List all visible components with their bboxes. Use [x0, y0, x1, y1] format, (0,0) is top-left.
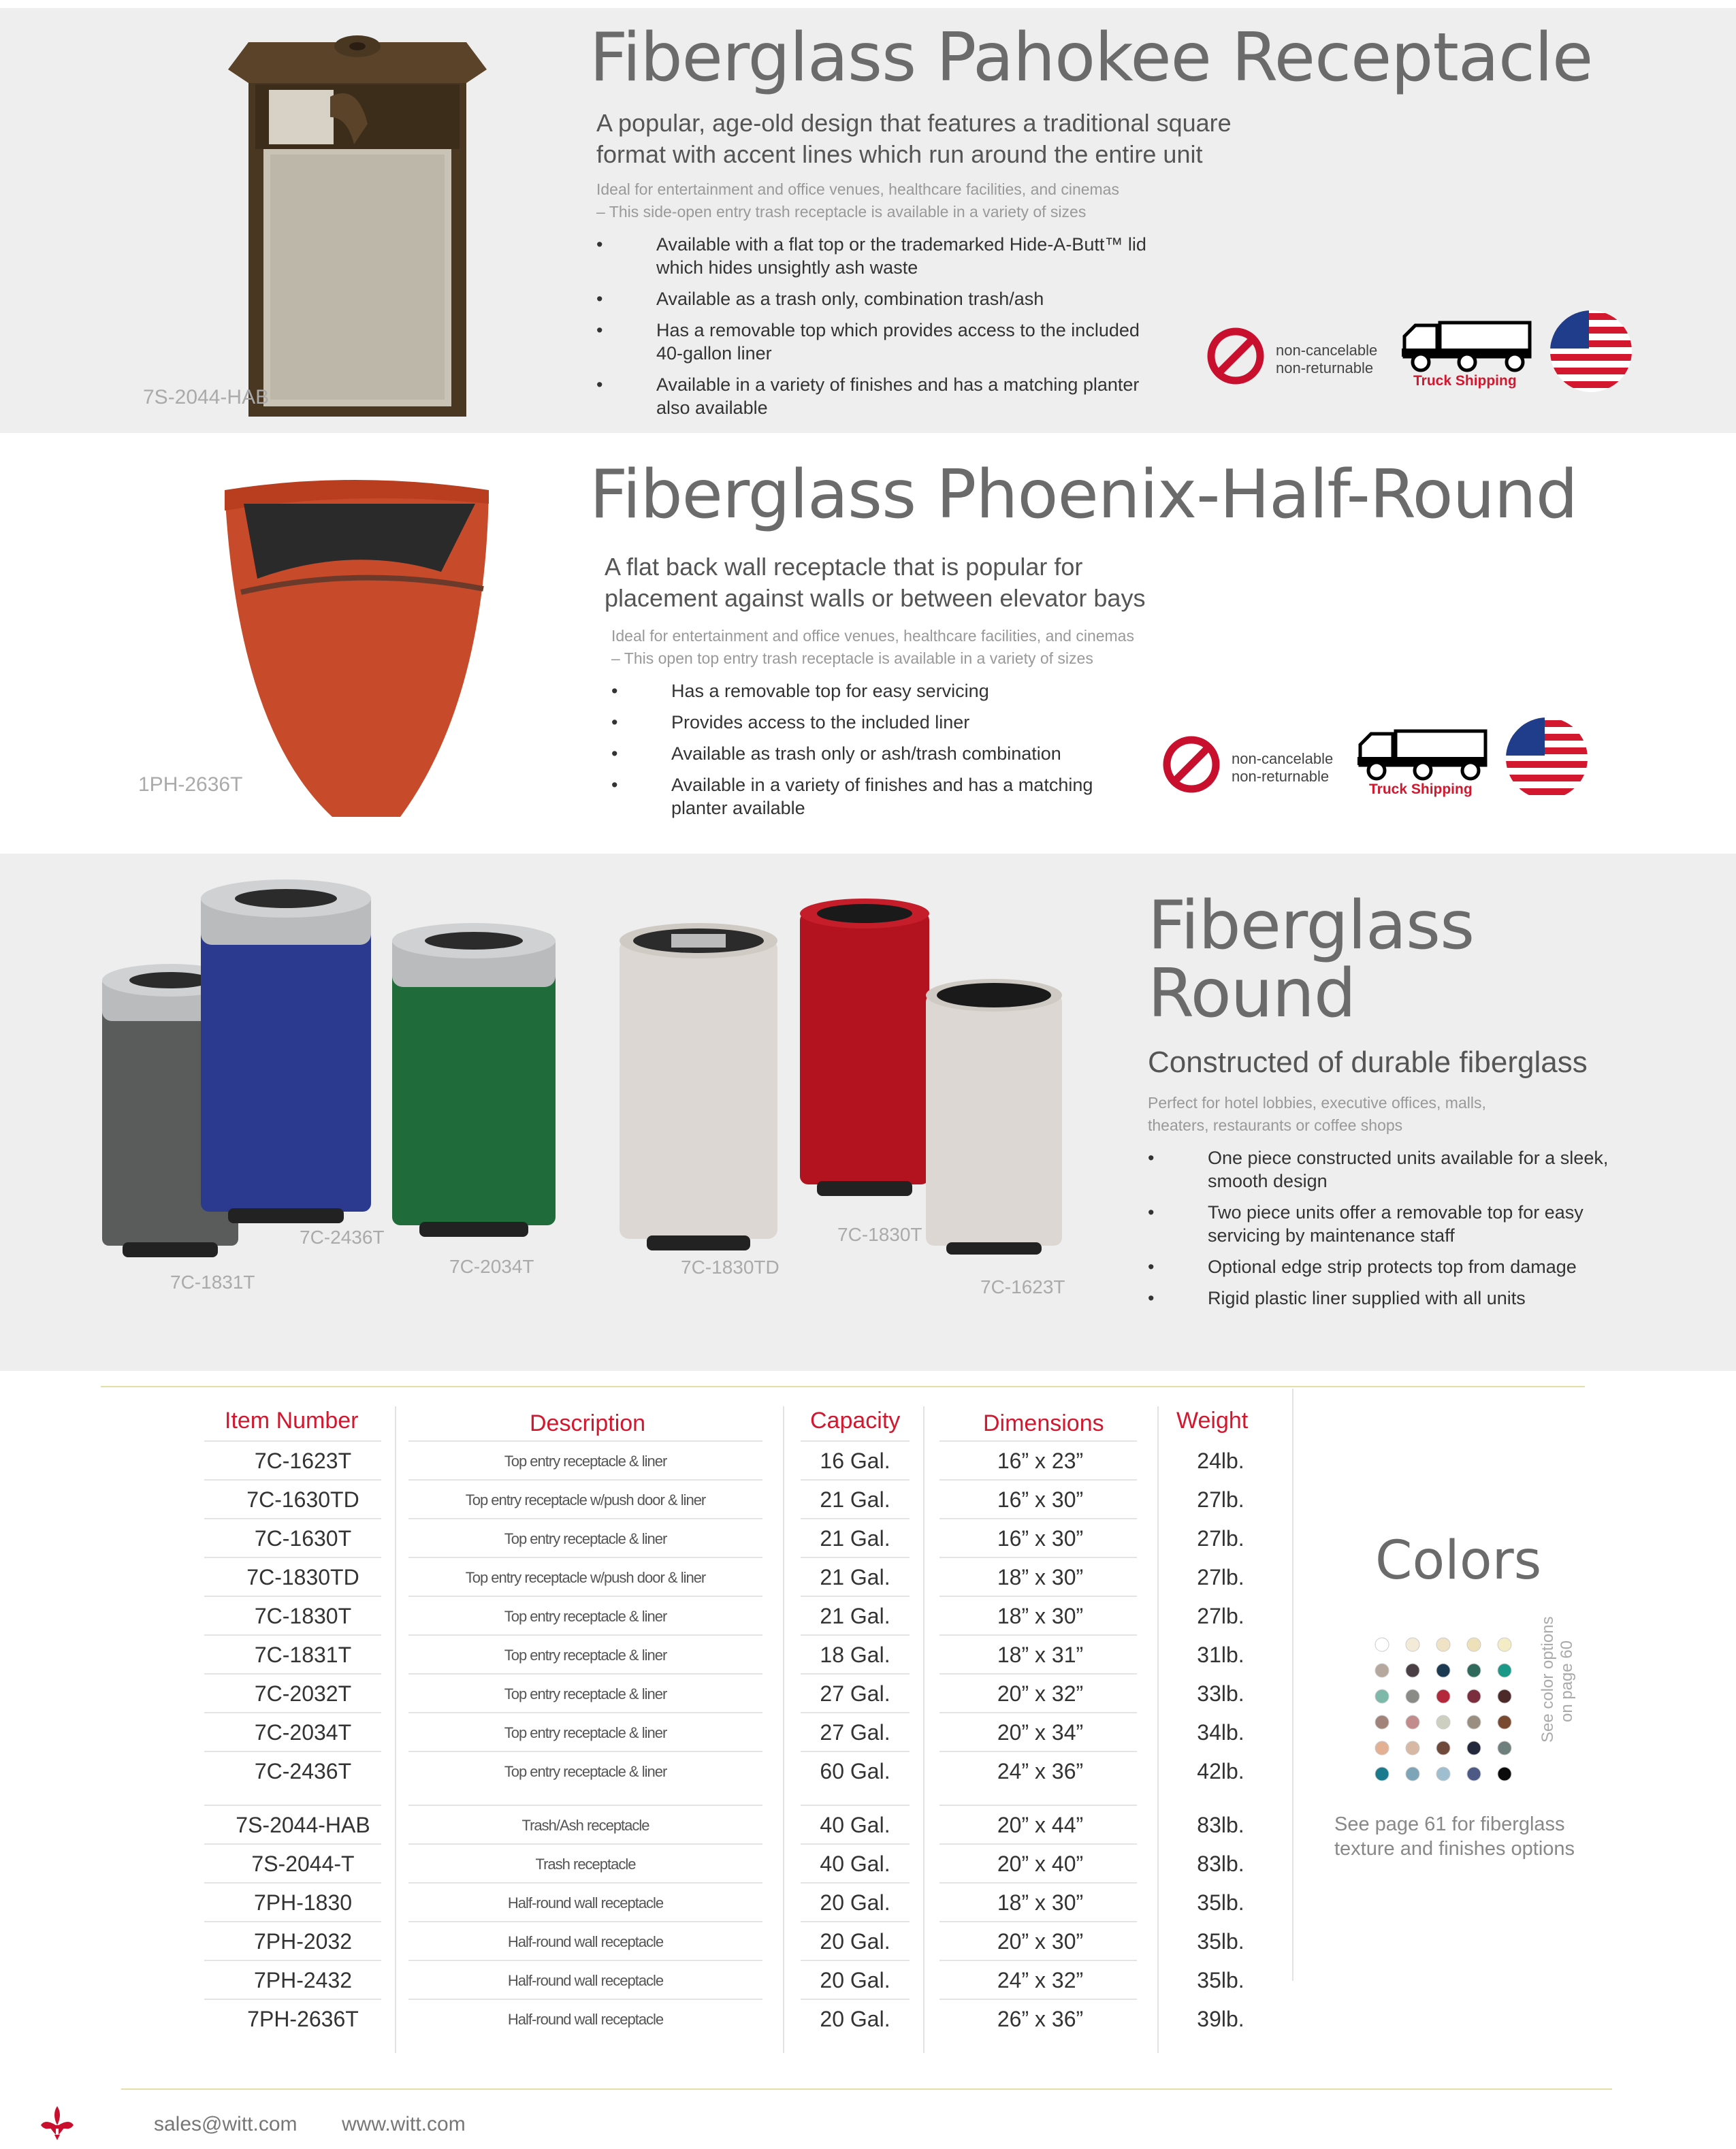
table-row-rule — [204, 1440, 381, 1442]
dimensions-cell: 20” x 32” — [997, 1681, 1084, 1706]
capacity-cell: 20 Gal. — [820, 1890, 890, 1915]
header-weight: Weight — [1176, 1408, 1249, 1434]
weight-cell: 83lb. — [1197, 1852, 1244, 1876]
round-products-image — [95, 871, 1171, 1266]
capacity-cell: 20 Gal. — [820, 1929, 890, 1954]
dimensions-cell: 16” x 30” — [997, 1487, 1084, 1512]
dimensions-cell: 20” x 34” — [997, 1720, 1084, 1745]
header-item-number: Item Number — [225, 1408, 359, 1434]
round-bullet: • One piece constructed units available for a sleek, smooth design — [1148, 1146, 1624, 1193]
description-cell: Top entry receptacle & liner — [504, 1608, 667, 1625]
capacity-cell: 20 Gal. — [820, 1968, 890, 1992]
phoenix-subtitle-line2: placement against walls or between elevator bays — [605, 584, 1146, 612]
colors-note — [1334, 1812, 1575, 1861]
colors-side-note — [1539, 1617, 1577, 1743]
capacity-cell: 27 Gal. — [820, 1681, 890, 1706]
pahokee-subtitle-line2: format with accent lines which run around the entire unit — [596, 140, 1203, 168]
capacity-cell: 16 Gal. — [820, 1449, 890, 1473]
table-row-rule — [801, 1805, 910, 1806]
item-number-cell: 7S-2044-T — [251, 1852, 355, 1876]
color-swatch — [1467, 1638, 1481, 1651]
noncancel-line1: non-cancelable — [1232, 750, 1334, 767]
item-number-cell: 7PH-2032 — [253, 1929, 353, 1954]
table-row-rule — [408, 1479, 762, 1481]
weight-cell: 27lb. — [1197, 1487, 1244, 1512]
item-number-cell: 7C-1630T — [254, 1526, 352, 1551]
table-row-rule — [204, 1634, 381, 1636]
phoenix-title: Fiberglass Phoenix-Half-Round — [590, 456, 1578, 534]
dimensions-cell: 24” x 36” — [997, 1759, 1084, 1783]
description-cell: Half-round wall receptacle — [507, 1933, 664, 1950]
weight-cell: 35lb. — [1197, 1929, 1244, 1954]
color-swatch — [1406, 1690, 1419, 1703]
weight-cell: 34lb. — [1197, 1720, 1244, 1745]
capacity-cell: 21 Gal. — [820, 1487, 890, 1512]
table-row-rule — [939, 1557, 1137, 1558]
table-row-rule — [801, 1751, 910, 1752]
dimensions-cell: 20” x 40” — [997, 1852, 1084, 1876]
color-swatch — [1436, 1741, 1450, 1755]
colors-side-line2: on page 60 — [1558, 1640, 1576, 1722]
capacity-cell: 21 Gal. — [820, 1604, 890, 1628]
dimensions-cell: 18” x 30” — [997, 1890, 1084, 1915]
pahokee-product-image — [228, 29, 487, 430]
phoenix-ideal-line1: Ideal for entertainment and office venues, healthcare facilities, and cinemas — [611, 627, 1134, 645]
color-swatch — [1436, 1715, 1450, 1729]
color-swatch — [1375, 1664, 1389, 1677]
color-swatch — [1498, 1741, 1511, 1755]
table-divider — [923, 1406, 925, 2053]
description-cell: Trash receptacle — [535, 1856, 636, 1873]
capacity-cell: 20 Gal. — [820, 2007, 890, 2031]
item-number-cell: 7S-2044-HAB — [236, 1813, 370, 1837]
capacity-cell: 40 Gal. — [820, 1813, 890, 1837]
table-divider — [1292, 1389, 1293, 1981]
phoenix-bullet: • Available as trash only or ash/trash combination — [611, 742, 1102, 765]
description-cell: Top entry receptacle & liner — [504, 1763, 667, 1780]
table-divider — [783, 1406, 784, 2053]
phoenix-bullet: • Provides access to the included liner — [611, 711, 1102, 734]
table-row-rule — [939, 1712, 1137, 1713]
table-row-rule — [408, 1921, 762, 1922]
description-cell: Half-round wall receptacle — [507, 1894, 664, 1911]
weight-cell: 35lb. — [1197, 1890, 1244, 1915]
round-bullet: • Rigid plastic liner supplied with all units — [1148, 1287, 1624, 1310]
color-swatch — [1406, 1767, 1419, 1781]
description-cell: Top entry receptacle & liner — [504, 1453, 667, 1470]
pahokee-subtitle-line1: A popular, age-old design that features a traditional square — [596, 109, 1232, 137]
weight-cell: 31lb. — [1197, 1643, 1244, 1667]
header-description: Description — [530, 1410, 646, 1436]
table-row-rule — [408, 1673, 762, 1675]
pahokee-bullet: • Available in a variety of finishes and has a matching planter also available — [596, 373, 1168, 419]
description-cell: Top entry receptacle & liner — [504, 1530, 667, 1547]
table-row-rule — [801, 1843, 910, 1845]
item-number-cell: 7PH-2432 — [253, 1968, 353, 1992]
color-swatch — [1467, 1767, 1481, 1781]
pahokee-item-code: 7S-2044-HAB — [143, 386, 270, 408]
color-swatch — [1375, 1741, 1389, 1755]
capacity-cell: 18 Gal. — [820, 1643, 890, 1667]
item-number-cell: 7PH-2636T — [247, 2007, 359, 2031]
description-cell: Top entry receptacle w/push door & liner — [465, 1491, 706, 1508]
table-row-rule — [939, 1479, 1137, 1481]
phoenix-ideal-line2: – This open top entry trash receptacle is available in a variety of sizes — [611, 649, 1093, 667]
round-bullet: • Two piece units offer a removable top for easy servicing by maintenance staff — [1148, 1201, 1624, 1247]
table-row-rule — [408, 1518, 762, 1519]
weight-cell: 83lb. — [1197, 1813, 1244, 1837]
color-swatch — [1498, 1638, 1511, 1651]
table-row-rule — [408, 1712, 762, 1713]
table-divider — [395, 1406, 396, 2053]
table-row-rule — [939, 1634, 1137, 1636]
table-divider — [1157, 1406, 1159, 2053]
color-swatch — [1375, 1690, 1389, 1703]
dimensions-cell: 20” x 30” — [997, 1929, 1084, 1954]
color-swatch — [1498, 1690, 1511, 1703]
weight-cell: 24lb. — [1197, 1449, 1244, 1473]
round-title — [1148, 887, 1475, 1033]
footer-email[interactable]: sales@witt.com — [154, 2113, 298, 2135]
table-row-rule — [801, 1999, 910, 2000]
table-row-rule — [408, 1843, 762, 1845]
table-row-rule — [939, 1999, 1137, 2000]
table-row-rule — [204, 1843, 381, 1845]
colors-note-line1: See page 61 for fiberglass — [1334, 1813, 1565, 1835]
table-row-rule — [939, 1805, 1137, 1806]
color-swatch — [1375, 1715, 1389, 1729]
table-row-rule — [408, 1882, 762, 1884]
table-row-rule — [939, 1960, 1137, 1961]
color-swatch — [1436, 1690, 1450, 1703]
pahokee-subtitle — [596, 108, 1277, 170]
round-perfect — [1148, 1092, 1624, 1137]
round-title-line1: Fiberglass — [1148, 887, 1475, 965]
table-row-rule — [204, 1960, 381, 1961]
table-row-rule — [801, 1557, 910, 1558]
table-row-rule — [939, 1440, 1137, 1442]
usa-flag-icon — [1502, 716, 1591, 801]
table-row-rule — [204, 1712, 381, 1713]
capacity-cell: 60 Gal. — [820, 1759, 890, 1783]
item-number-cell: 7C-1830TD — [246, 1565, 359, 1589]
table-row-rule — [204, 1999, 381, 2000]
table-row-rule — [801, 1518, 910, 1519]
weight-cell: 35lb. — [1197, 1968, 1244, 1992]
table-row-rule — [939, 1751, 1137, 1752]
pahokee-bullet: • Has a removable top which provides access to the included 40-gallon liner — [596, 319, 1168, 365]
description-cell: Trash/Ash receptacle — [521, 1817, 649, 1834]
dimensions-cell: 20” x 44” — [997, 1813, 1084, 1837]
table-row-rule — [801, 1440, 910, 1442]
color-swatch — [1375, 1767, 1389, 1781]
table-row-rule — [408, 1440, 762, 1442]
round-perfect-line1: Perfect for hotel lobbies, executive offices, malls, — [1148, 1094, 1486, 1112]
pahokee-ideal — [596, 178, 1277, 223]
round-code-1831: 7C-1831T — [170, 1272, 255, 1293]
phoenix-subtitle-line1: A flat back wall receptacle that is popular for — [605, 553, 1083, 581]
capacity-cell: 27 Gal. — [820, 1720, 890, 1745]
capacity-cell: 21 Gal. — [820, 1526, 890, 1551]
table-row-rule — [801, 1921, 910, 1922]
noncancel-line2: non-returnable — [1276, 359, 1374, 376]
item-number-cell: 7C-1830T — [254, 1604, 352, 1628]
round-code-2436: 7C-2436T — [300, 1227, 385, 1248]
truck-icon — [1355, 716, 1491, 784]
table-row-rule — [939, 1882, 1137, 1884]
phoenix-bullet-list — [611, 679, 1102, 828]
round-code-1623: 7C-1623T — [980, 1276, 1065, 1297]
footer-rule — [121, 2088, 1612, 2090]
description-cell: Top entry receptacle & liner — [504, 1685, 667, 1702]
color-swatch — [1375, 1638, 1389, 1651]
noncancel-line1: non-cancelable — [1276, 342, 1378, 359]
color-swatch — [1467, 1741, 1481, 1755]
pahokee-ideal-line2: – This side-open entry trash receptacle is available in a variety of sizes — [596, 203, 1087, 221]
round-code-1830t: 7C-1830T — [837, 1224, 922, 1245]
color-swatch — [1498, 1715, 1511, 1729]
item-number-cell: 7C-2436T — [254, 1759, 352, 1783]
color-swatch — [1498, 1664, 1511, 1677]
round-bullet: • Optional edge strip protects top from damage — [1148, 1255, 1624, 1278]
round-perfect-line2: theaters, restaurants or coffee shops — [1148, 1116, 1403, 1134]
table-row-rule — [801, 1882, 910, 1884]
table-row-rule — [204, 1596, 381, 1597]
truck-shipping-label: Truck Shipping — [1369, 781, 1473, 797]
table-row-rule — [204, 1518, 381, 1519]
phoenix-ideal — [611, 625, 1292, 670]
color-swatch — [1406, 1638, 1419, 1651]
weight-cell: 42lb. — [1197, 1759, 1244, 1783]
table-row-rule — [408, 1596, 762, 1597]
capacity-cell: 21 Gal. — [820, 1565, 890, 1589]
dimensions-cell: 26” x 36” — [997, 2007, 1084, 2031]
noncancel-text — [1232, 750, 1333, 786]
phoenix-item-code: 1PH-2636T — [138, 773, 243, 796]
dimensions-cell: 16” x 23” — [997, 1449, 1084, 1473]
dimensions-cell: 18” x 30” — [997, 1604, 1084, 1628]
item-number-cell: 7PH-1830 — [253, 1890, 353, 1915]
table-row-rule — [204, 1805, 381, 1806]
description-cell: Top entry receptacle & liner — [504, 1724, 667, 1741]
no-return-icon — [1162, 735, 1221, 794]
weight-cell: 27lb. — [1197, 1565, 1244, 1589]
round-subtitle: Constructed of durable fiberglass — [1148, 1046, 1588, 1079]
table-row-rule — [204, 1557, 381, 1558]
no-return-icon — [1206, 327, 1265, 385]
item-number-cell: 7C-2032T — [254, 1681, 352, 1706]
table-row-rule — [801, 1712, 910, 1713]
color-swatch-grid — [1368, 1634, 1532, 1797]
table-row-rule — [408, 1960, 762, 1961]
round-bullet-list — [1148, 1146, 1624, 1318]
weight-cell: 33lb. — [1197, 1681, 1244, 1706]
pahokee-bullet: • Available as a trash only, combination trash/ash — [596, 287, 1168, 310]
color-swatch — [1467, 1715, 1481, 1729]
table-row-rule — [801, 1634, 910, 1636]
table-row-rule — [939, 1596, 1137, 1597]
table-row-rule — [204, 1921, 381, 1922]
footer-website[interactable]: www.witt.com — [342, 2113, 466, 2135]
table-row-rule — [408, 1805, 762, 1806]
truck-shipping-label: Truck Shipping — [1413, 373, 1517, 389]
color-swatch — [1406, 1715, 1419, 1729]
fleur-de-lis-logo — [38, 2105, 76, 2140]
table-row-rule — [939, 1921, 1137, 1922]
item-number-cell: 7C-1630TD — [246, 1487, 359, 1512]
table-row-rule — [801, 1479, 910, 1481]
item-number-cell: 7C-2034T — [254, 1720, 352, 1745]
weight-cell: 39lb. — [1197, 2007, 1244, 2031]
dimensions-cell: 18” x 31” — [997, 1643, 1084, 1667]
weight-cell: 27lb. — [1197, 1604, 1244, 1628]
pahokee-badges — [1205, 300, 1647, 402]
table-row-rule — [408, 1999, 762, 2000]
phoenix-badges — [1161, 708, 1603, 810]
description-cell: Half-round wall receptacle — [507, 1972, 664, 1989]
item-number-cell: 7C-1623T — [254, 1449, 352, 1473]
dimensions-cell: 18” x 30” — [997, 1565, 1084, 1589]
table-row-rule — [408, 1557, 762, 1558]
color-swatch — [1498, 1767, 1511, 1781]
color-swatch — [1436, 1767, 1450, 1781]
color-swatch — [1467, 1690, 1481, 1703]
table-row-rule — [939, 1518, 1137, 1519]
table-row-rule — [801, 1596, 910, 1597]
colors-title: Colors — [1375, 1530, 1542, 1591]
dimensions-cell: 24” x 32” — [997, 1968, 1084, 1992]
dimensions-cell: 16” x 30” — [997, 1526, 1084, 1551]
table-top-rule — [101, 1386, 1585, 1387]
round-title-line2: Round — [1148, 955, 1356, 1033]
usa-flag-icon — [1547, 309, 1635, 393]
pahokee-title: Fiberglass Pahokee Receptacle — [590, 19, 1593, 97]
color-swatch — [1406, 1741, 1419, 1755]
table-row-rule — [801, 1673, 910, 1675]
description-cell: Half-round wall receptacle — [507, 2011, 664, 2028]
table-row-rule — [204, 1479, 381, 1481]
phoenix-bullet: • Available in a variety of finishes and has a matching planter available — [611, 773, 1102, 820]
table-row-rule — [408, 1634, 762, 1636]
description-cell: Top entry receptacle w/push door & liner — [465, 1569, 706, 1586]
table-row-rule — [801, 1960, 910, 1961]
colors-note-line2: texture and finishes options — [1334, 1838, 1575, 1860]
noncancel-text — [1276, 342, 1377, 377]
phoenix-subtitle — [605, 551, 1285, 614]
phoenix-bullet: • Has a removable top for easy servicing — [611, 679, 1102, 702]
table-row-rule — [939, 1673, 1137, 1675]
color-swatch — [1436, 1638, 1450, 1651]
pahokee-bullet-list — [596, 233, 1168, 427]
weight-cell: 27lb. — [1197, 1526, 1244, 1551]
description-cell: Top entry receptacle & liner — [504, 1647, 667, 1664]
capacity-cell: 40 Gal. — [820, 1852, 890, 1876]
item-number-cell: 7C-1831T — [254, 1643, 352, 1667]
header-dimensions: Dimensions — [983, 1410, 1104, 1436]
table-row-rule — [939, 1843, 1137, 1845]
colors-side-line1: See color options — [1539, 1616, 1557, 1743]
color-swatch — [1406, 1664, 1419, 1677]
pahokee-ideal-line1: Ideal for entertainment and office venues, healthcare facilities, and cinemas — [596, 180, 1119, 198]
phoenix-product-image — [216, 476, 496, 824]
table-row-rule — [204, 1882, 381, 1884]
round-code-2034: 7C-2034T — [449, 1256, 534, 1277]
table-row-rule — [408, 1751, 762, 1752]
table-row-rule — [204, 1751, 381, 1752]
color-swatch — [1467, 1664, 1481, 1677]
truck-icon — [1399, 308, 1535, 376]
color-swatch — [1436, 1664, 1450, 1677]
round-code-1830td: 7C-1830TD — [681, 1257, 779, 1278]
table-row-rule — [204, 1673, 381, 1675]
noncancel-line2: non-returnable — [1232, 768, 1330, 785]
pahokee-bullet: • Available with a flat top or the trademarked Hide-A-Butt™ lid which hides unsightly ash waste — [596, 233, 1168, 279]
header-capacity: Capacity — [810, 1408, 901, 1434]
